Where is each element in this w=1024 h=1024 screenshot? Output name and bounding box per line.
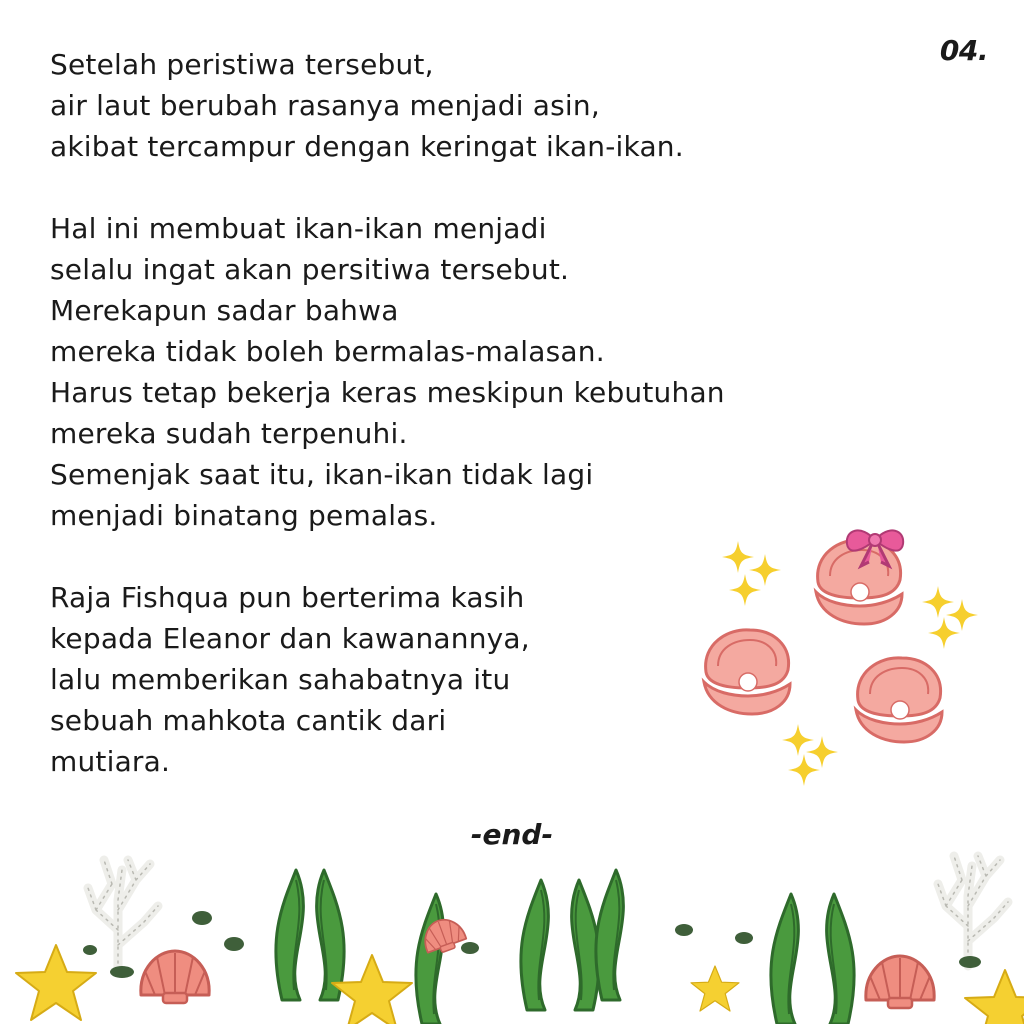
story-line: kepada Eleanor dan kawanannya,: [50, 622, 530, 655]
seaweed-icon: [317, 870, 345, 1000]
sparkle-icon: [806, 736, 838, 768]
scallop-shell-icon: [141, 951, 209, 1003]
starfish-icon: [691, 966, 739, 1011]
seaweed-icon: [827, 894, 855, 1024]
sparkle-icon: [782, 724, 814, 756]
oyster-with-pearl-icon: [816, 540, 902, 624]
story-line: sebuah mahkota cantik dari: [50, 704, 447, 737]
sparkle-icon: [928, 617, 960, 649]
seaweed-icon: [521, 880, 549, 1010]
seaweed-icon: [276, 870, 304, 1000]
story-line: akibat tercampur dengan keringat ikan-ikan.: [50, 130, 684, 163]
story-line: lalu memberikan sahabatnya itu: [50, 663, 511, 696]
oyster-with-pearl-icon: [856, 658, 942, 742]
story-line: Setelah peristiwa tersebut,: [50, 48, 434, 81]
sparkle-icon: [722, 541, 754, 573]
starfish-icon: [16, 945, 96, 1020]
story-line: menjadi binatang pemalas.: [50, 499, 438, 532]
sparkle-icon: [729, 574, 761, 606]
sparkle-icon: [788, 754, 820, 786]
seaweed-icon: [416, 894, 444, 1024]
story-line: air laut berubah rasanya menjadi asin,: [50, 89, 600, 122]
starfish-icon: [965, 970, 1024, 1024]
sparkle-icon: [946, 599, 978, 631]
story-line: mutiara.: [50, 745, 171, 778]
seaweed-icon: [596, 870, 624, 1000]
story-line: mereka tidak boleh bermalas-malasan.: [50, 335, 605, 368]
sparkle-icon: [749, 554, 781, 586]
story-line: Merekapun sadar bahwa: [50, 294, 399, 327]
story-line: Harus tetap bekerja keras meskipun kebutuhan: [50, 376, 725, 409]
white-coral-icon: [88, 860, 158, 970]
sparkle-icon: [922, 586, 954, 618]
story-line: Semenjak saat itu, ikan-ikan tidak lagi: [50, 458, 594, 491]
end-label: -end-: [470, 818, 554, 851]
seaweed-icon: [771, 894, 799, 1024]
story-line: Hal ini membuat ikan-ikan menjadi: [50, 212, 547, 245]
scallop-shell-icon: [866, 956, 934, 1008]
white-coral-icon: [938, 856, 1008, 966]
oyster-with-pearl-icon: [704, 630, 790, 714]
page-number: 04.: [939, 34, 988, 67]
story-line: mereka sudah terpenuhi.: [50, 417, 408, 450]
story-line: Raja Fishqua pun berterima kasih: [50, 581, 525, 614]
story-line: selalu ingat akan persitiwa tersebut.: [50, 253, 570, 286]
